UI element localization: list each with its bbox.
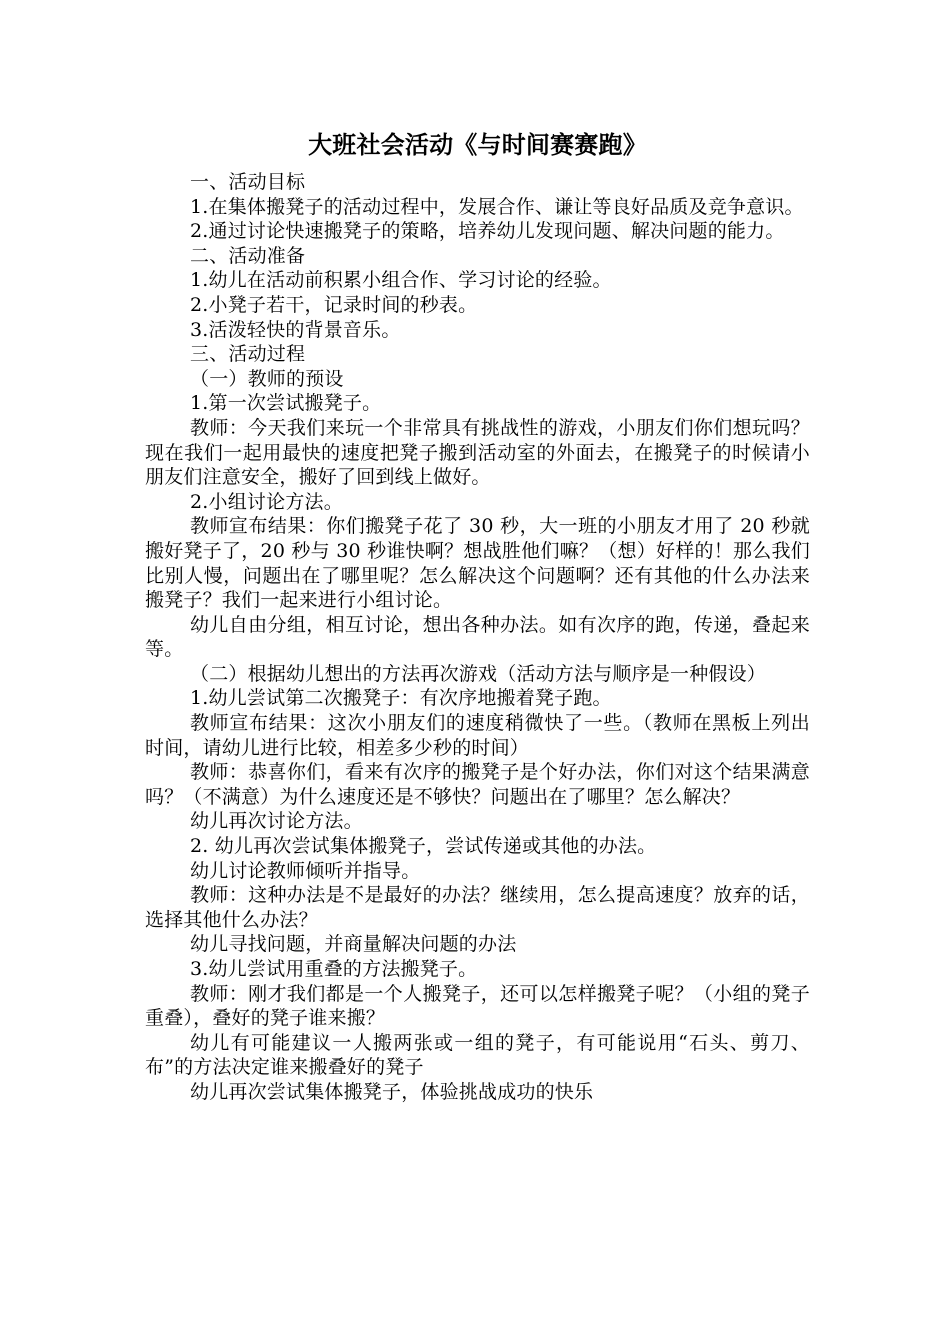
paragraph: 1.幼儿尝试第二次搬凳子：有次序地搬着凳子跑。 [190, 687, 612, 710]
paragraph: 2.小凳子若干，记录时间的秒表。 [190, 293, 478, 316]
document-title: 大班社会活动《与时间赛赛跑》 [308, 131, 647, 159]
paragraph: 1.第一次尝试搬凳子。 [190, 392, 382, 415]
paragraph: 3.活泼轻快的背景音乐。 [190, 318, 401, 341]
paragraph: 1.在集体搬凳子的活动过程中，发展合作、谦让等良好品质及竞争意识。 [190, 195, 804, 218]
paragraph: 幼儿讨论教师倾听并指导。 [190, 859, 421, 882]
subsection-heading: （一）教师的预设 [190, 367, 344, 390]
paragraph: 幼儿自由分组，相互讨论，想出各种办法。如有次序的跑，传递，叠起来等。 [145, 613, 810, 661]
section-heading-goals: 一、活动目标 [190, 171, 306, 193]
paragraph: 教师：今天我们来玩一个非常具有挑战性的游戏，小朋友们你们想玩吗？现在我们一起用最快的速度把凳子搬到活动室的外面去，在搬凳子的时候请小朋友们注意安全，搬好了回到线上做好。 [145, 416, 810, 489]
section-heading-process: 三、活动过程 [190, 343, 306, 366]
paragraph: 幼儿有可能建议一人搬两张或一组的凳子，有可能说用“石头、剪刀、布”的方法决定谁来搬叠好的凳子 [145, 1031, 810, 1079]
paragraph: 教师宣布结果：这次小朋友们的速度稍微快了一些。（教师在黑板上列出时间，请幼儿进行比较，相差多少秒的时间） [145, 712, 810, 759]
paragraph: 幼儿再次讨论方法。 [190, 810, 363, 833]
paragraph: 2.通过讨论快速搬凳子的策略，培养幼儿发现问题、解决问题的能力。 [190, 220, 785, 243]
paragraph: 幼儿再次尝试集体搬凳子，体验挑战成功的快乐 [190, 1080, 594, 1103]
paragraph: 2. 幼儿再次尝试集体搬凳子，尝试传递或其他的办法。 [190, 835, 657, 858]
paragraph: 教师：这种办法是不是最好的办法？继续用，怎么提高速度？放弃的话，选择其他什么办法？ [145, 884, 810, 931]
paragraph: 教师宣布结果：你们搬凳子花了 30 秒，大一班的小朋友才用了 20 秒就搬好凳子了，20 秒与 30 秒谁快啊？想战胜他们嘛？（想）好样的！那么我们比别人慢，问题出在了哪里呢？怎么解决这个问题啊？还有其他的什么办法来搬凳子？我们一起来进行小组讨论。 [145, 515, 810, 612]
paragraph: 教师：刚才我们都是一个人搬凳子，还可以怎样搬凳子呢？（小组的凳子重叠），叠好的凳子谁来搬？ [145, 982, 810, 1030]
paragraph: 幼儿寻找问题，并商量解决问题的办法 [190, 933, 517, 956]
paragraph: 3.幼儿尝试用重叠的方法搬凳子。 [190, 958, 478, 980]
paragraph: 教师：恭喜你们，看来有次序的搬凳子是个好办法，你们对这个结果满意吗？（不满意）为什么速度还是不够快？问题出在了哪里？怎么解决？ [145, 761, 810, 808]
section-heading-preparation: 二、活动准备 [190, 244, 306, 267]
paragraph: 2.小组讨论方法。 [190, 490, 343, 513]
document-page [145, 128, 810, 1105]
paragraph: 1.幼儿在活动前积累小组合作、学习讨论的经验。 [190, 269, 612, 292]
subsection-heading: （二）根据幼儿想出的方法再次游戏（活动方法与顺序是一种假设） [190, 662, 767, 685]
